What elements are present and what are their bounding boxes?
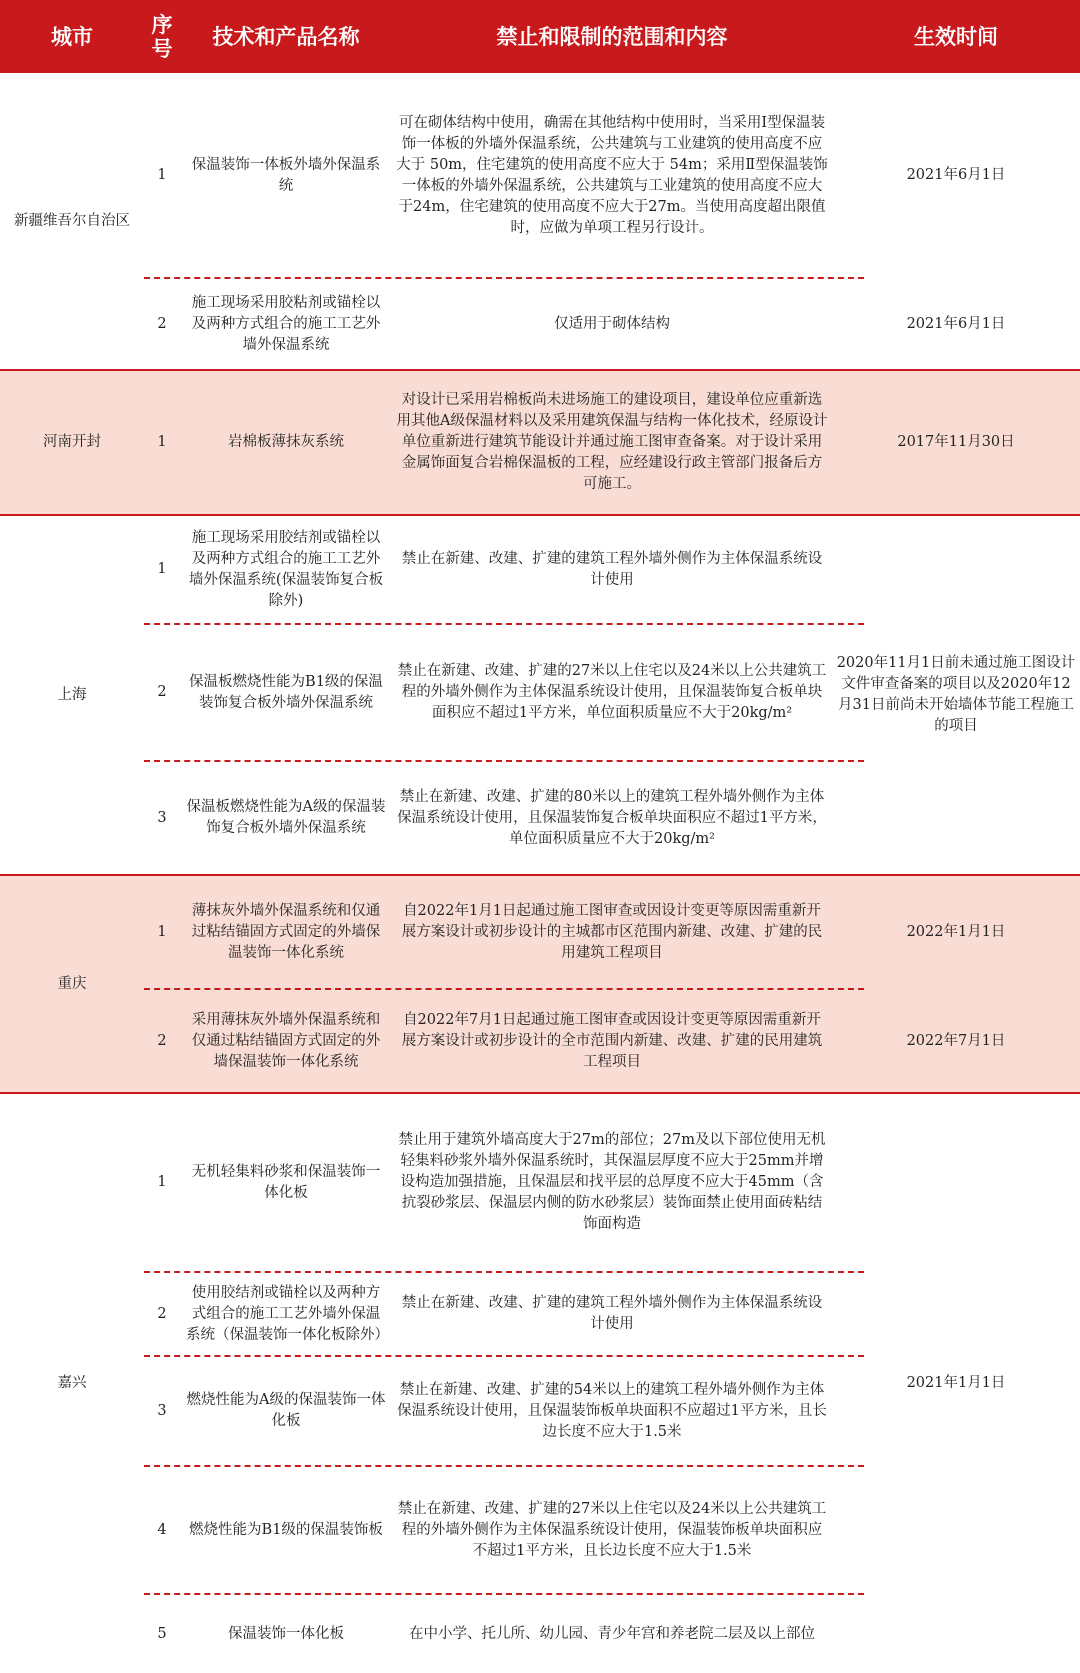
region-city-chongqing: 重庆 [57, 975, 87, 992]
row-seq: 2 [157, 1032, 167, 1049]
row-scope: 禁止在新建、改建、扩建的建筑工程外墙外侧作为主体保温系统设计使用 [401, 1295, 823, 1332]
header-seq: 序号 [151, 12, 173, 61]
row-seq: 1 [157, 561, 167, 577]
row-scope: 自2022年7月1日起通过施工图审查或因设计变更等原因需重新开展方案设计或初步设计的全市范围内新建、改建、扩建的民用建筑工程项目 [401, 1011, 823, 1070]
header-scope: 禁止和限制的范围和内容 [496, 24, 728, 49]
region-city-kaifeng: 河南开封 [43, 434, 101, 450]
row-product: 无机轻集料砂浆和保温装饰一体化板 [191, 1163, 381, 1201]
row-seq: 1 [157, 923, 167, 940]
region-city-shanghai: 上海 [57, 686, 87, 703]
row-product: 使用胶结剂或锚栓以及两种方式组合的施工工艺外墙外保温系统（保温装饰一体化板除外） [186, 1284, 389, 1343]
row-product: 施工现场采用胶粘剂或锚栓以及两种方式组合的施工工艺外墙外保温系统 [191, 294, 381, 353]
row-seq: 2 [157, 684, 167, 700]
row-product: 保温装饰一体板外墙外保温系统 [191, 156, 381, 194]
row-scope: 对设计已采用岩棉板尚未进场施工的建设项目，建设单位应重新选用其他A级保温材料以及采用建筑保温与结构一体化技术，经原设计单位重新进行建筑节能设计并通过施工图审查备案。对于设计采用金属饰面复合岩棉保温板的工程，应经建设行政主管部门报备后方可施工。 [396, 392, 828, 492]
row-product: 保温板燃烧性能为B1级的保温装饰复合板外墙外保温系统 [189, 673, 383, 711]
row-product: 保温板燃烧性能为A级的保温装饰复合板外墙外保温系统 [186, 799, 386, 836]
row-scope: 自2022年1月1日起通过施工图审查或因设计变更等原因需重新开展方案设计或初步设计的主城都市区范围内新建、改建、扩建的民用建筑工程项目 [401, 902, 823, 961]
row-scope: 禁止用于建筑外墙高度大于27m的部位；27m及以下部位使用无机轻集料砂浆外墙外保温系统时，其保温层厚度不应大于25mm并增设构造加强措施，且保温层和找平层的总厚度不应大于45mm（含抗裂砂浆层、保温层内侧的防水砂浆层）装饰面禁止使用面砖粘结饰面构造 [398, 1132, 826, 1232]
row-scope: 禁止在新建、改建、扩建的建筑工程外墙外侧作为主体保温系统设计使用 [401, 550, 823, 588]
row-scope: 禁止在新建、改建、扩建的80米以上的建筑工程外墙外侧作为主体保温系统设计使用，且保温装饰复合板单块面积应不超过1平方米，单位面积质量应不大于20kg/m² [397, 788, 827, 847]
row-scope: 禁止在新建、改建、扩建的27米以上住宅以及24米以上公共建筑工程的外墙外侧作为主体保温系统设计使用，且保温装饰复合板单块面积应不超过1平方米，单位面积质量应不大于20kg/m² [397, 663, 827, 721]
row-seq: 2 [157, 1305, 167, 1322]
header-product: 技术和产品名称 [212, 24, 360, 49]
row-product: 燃烧性能为B1级的保温装饰板 [189, 1521, 383, 1538]
row-date: 2017年11月30日 [897, 434, 1015, 450]
region-city-xinjiang: 新疆维吾尔自治区 [14, 213, 130, 229]
region-city-jiaxing: 嘉兴 [57, 1375, 87, 1391]
row-scope: 禁止在新建、改建、扩建的27米以上住宅以及24米以上公共建筑工程的外墙外侧作为主体保温系统设计使用，保温装饰板单块面积应不超过1平方米，且长边长度不应大于1.5米 [397, 1500, 827, 1559]
region-date-shanghai: 2020年11月1日前未通过施工图设计文件审查备案的项目以及2020年12月31日前尚未开始墙体节能工程施工的项目 [836, 655, 1076, 734]
header-city: 城市 [51, 24, 93, 49]
row-seq: 1 [157, 434, 167, 450]
row-product: 保温装饰一体化板 [228, 1625, 344, 1642]
row-scope: 仅适用于砌体结构 [554, 315, 670, 332]
region-date-jiaxing: 2021年1月1日 [906, 1375, 1006, 1391]
table-header [0, 0, 1080, 73]
row-product: 薄抹灰外墙外保温系统和仅通过粘结锚固方式固定的外墙保温装饰一体化系统 [191, 902, 381, 961]
row-date: 2021年6月1日 [906, 167, 1006, 183]
row-seq: 1 [157, 1174, 167, 1190]
row-scope: 可在砌体结构中使用，确需在其他结构中使用时，当采用Ⅰ型保温装饰一体板的外墙外保温系统，公共建筑与工业建筑的使用高度不应大于 50m，住宅建筑的使用高度不应大于 54m；采用Ⅱ型保温装饰一体板的外墙外保温系统，公共建筑与工业建筑的使用高度不应大于24m，住宅建筑的使用高度不应大于27m。当使用高度超出限值时，应做为单项工程另行设计。 [396, 114, 828, 236]
row-product: 施工现场采用胶结剂或锚栓以及两种方式组合的施工工艺外墙外保温系统(保温装饰复合板除外) [188, 529, 384, 609]
row-scope: 在中小学、托儿所、幼儿园、青少年宫和养老院二层及以上部位 [409, 1625, 815, 1642]
row-seq: 5 [157, 1625, 167, 1642]
row-product: 燃烧性能为A级的保温装饰一体化板 [186, 1392, 386, 1429]
row-date: 2022年7月1日 [906, 1032, 1006, 1049]
row-seq: 3 [157, 1402, 167, 1419]
header-date: 生效时间 [914, 24, 998, 49]
row-scope: 禁止在新建、改建、扩建的54米以上的建筑工程外墙外侧作为主体保温系统设计使用，且保温装饰板单块面积不应超过1平方米，且长边长度不应大于1.5米 [397, 1381, 827, 1440]
row-seq: 2 [157, 315, 167, 332]
row-seq: 1 [157, 167, 167, 183]
row-date: 2022年1月1日 [906, 923, 1006, 940]
row-seq: 3 [157, 809, 167, 826]
row-product: 采用薄抹灰外墙外保温系统和仅通过粘结锚固方式固定的外墙保温装饰一体化系统 [191, 1011, 381, 1070]
row-date: 2021年6月1日 [906, 315, 1006, 332]
row-seq: 4 [157, 1521, 167, 1538]
row-product: 岩棉板薄抹灰系统 [228, 434, 344, 450]
